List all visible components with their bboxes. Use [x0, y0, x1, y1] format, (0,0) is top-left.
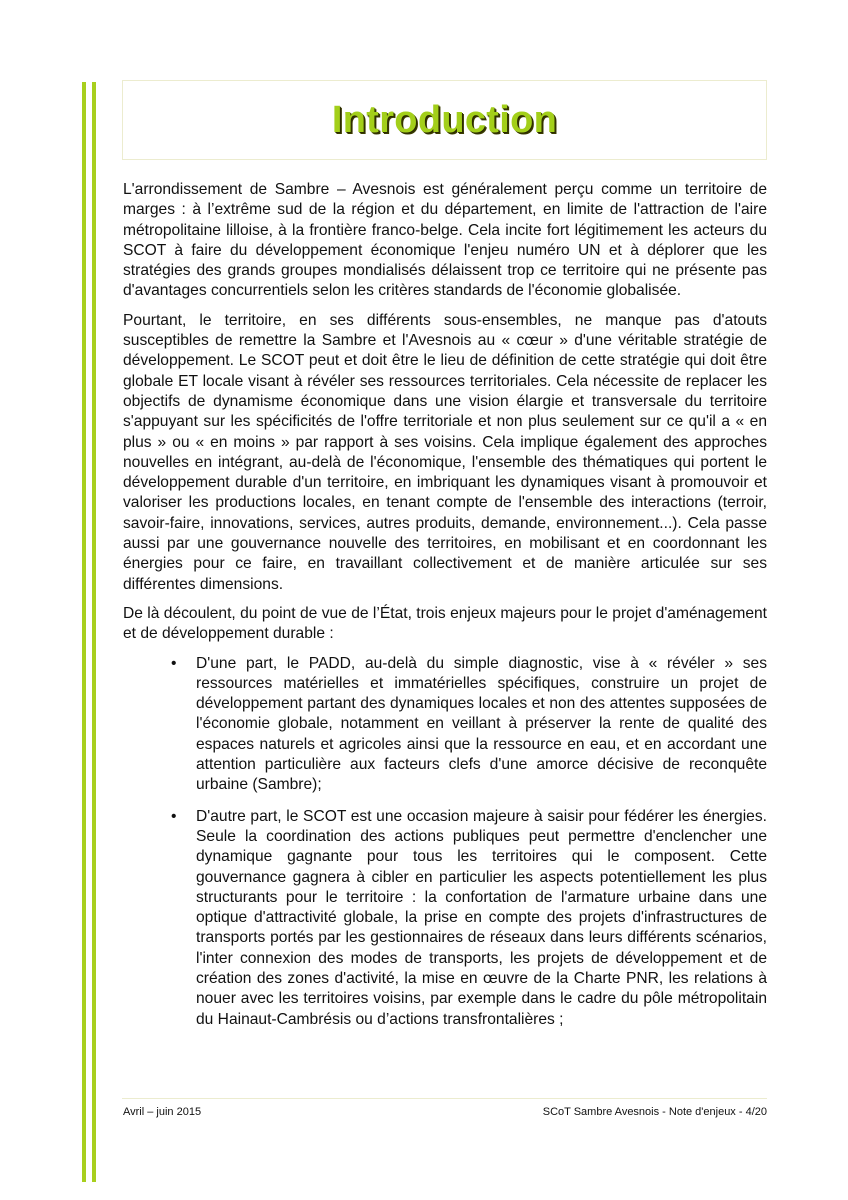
footer-divider [122, 1098, 767, 1099]
list-item [171, 654, 767, 796]
page-title: Introduction [331, 98, 558, 141]
list-item [171, 807, 767, 1030]
footer-doc-info: SCoT Sambre Avesnois - Note d'enjeux - 4/20 [542, 1106, 767, 1118]
bullet-icon: • [171, 807, 177, 825]
paragraph-2: Pourtant, le territoire, en ses différents sous-ensembles, ne manque pas d'atouts susceptibles de remettre la Sambre et l'Avesnois au « cœur » d'une véritable stratégie de développement. Le SCOT peut et doit être le lieu de définition de cette stratégie qui doit être globale ET locale visant à révéler ses ressources territoriales. Cela nécessite de replacer les objectifs de dynamisme économique dans une vision élargie et transversale du territoire s'appuyant sur les spécificités de l'offre territoriale et non plus seulement sur ce qu'il a « en plus » ou « en moins » par rapport à ses voisins. Cela implique également des approches nouvelles en intégrant, au-delà de l'économique, l'ensemble des thématiques qui portent le développement durable d'un territoire, en imbriquant les dynamiques visant à promouvoir et valoriser les productions locales, en tenant compte de l'ensemble des interactions (terroir, savoir-faire, innovations, services, autres produits, demande, environnement...). Cela passe aussi par une gouvernance nouvelle des territoires, en mobilisant et en coordonnant les énergies pour ce faire, en travaillant collectivement et de manière articulée sur ses différentes dimensions. [123, 311, 767, 593]
paragraph-1: L'arrondissement de Sambre – Avesnois est généralement perçu comme un territoire de marges : à l’extrême sud de la région et du département, en limite de l'attraction de l'aire métropolitaine lilloise, à la frontière franco-belge. Cela incite fort légitimement les acteurs du SCOT à faire du développement économique l'enjeu numéro UN et à déplorer que les stratégies des grands groupes mondialisés délaissent trop ce territoire qui ne présente pas d'avantages concurrentiels selon les critères standards de l'économie globalisée. [123, 181, 767, 300]
title-box [122, 80, 767, 160]
bullet-icon: • [171, 654, 177, 672]
list-item-text: D'autre part, le SCOT est une occasion majeure à saisir pour fédérer les énergies. Seule la coordination des actions publiques peut permettre d'enclencher une dynamique gagnante pour tous les territoires qui le composent. Cette gouvernance gagnera à cibler en particulier les aspects potentiellement les plus structurants pour le territoire : la confortation de l'armature urbaine dans une optique d'attractivité globale, la prise en compte des projets d'infrastructures de transports portés par les gestionnaires de réseaux dans leurs différents scénarios, l'inter connexion des modes de transports, les projets de développement et de création des zones d'activité, la mise en œuvre de la Charte PNR, les relations à nouer avec les territoires voisins, par exemple dans le cadre du pôle métropolitain du Hainaut-Cambrésis ou d’actions transfrontalières ; [196, 807, 767, 1028]
paragraph-3: De là découlent, du point de vue de l’État, trois enjeux majeurs pour le projet d'aménagement et de développement durable : [123, 604, 767, 643]
footer-date: Avril – juin 2015 [123, 1106, 202, 1118]
left-accent-bar-outer [82, 82, 86, 1182]
enjeux-list [123, 654, 767, 1030]
left-accent-bar-inner [92, 82, 96, 1182]
main-content [123, 180, 767, 1041]
list-item-text: D'une part, le PADD, au-delà du simple diagnostic, vise à « révéler » ses ressources matérielles et immatérielles spécifiques, construire un projet de développement partant des dynamiques locales et non des attentes supposées de l'économie globale, notamment en veillant à préserver la rente de qualité des espaces naturels et agricoles ainsi que la ressource en eau, et en accordant une attention particulière aux facteurs clefs d'une amorce décisive de reconquête urbaine (Sambre); [196, 654, 767, 794]
